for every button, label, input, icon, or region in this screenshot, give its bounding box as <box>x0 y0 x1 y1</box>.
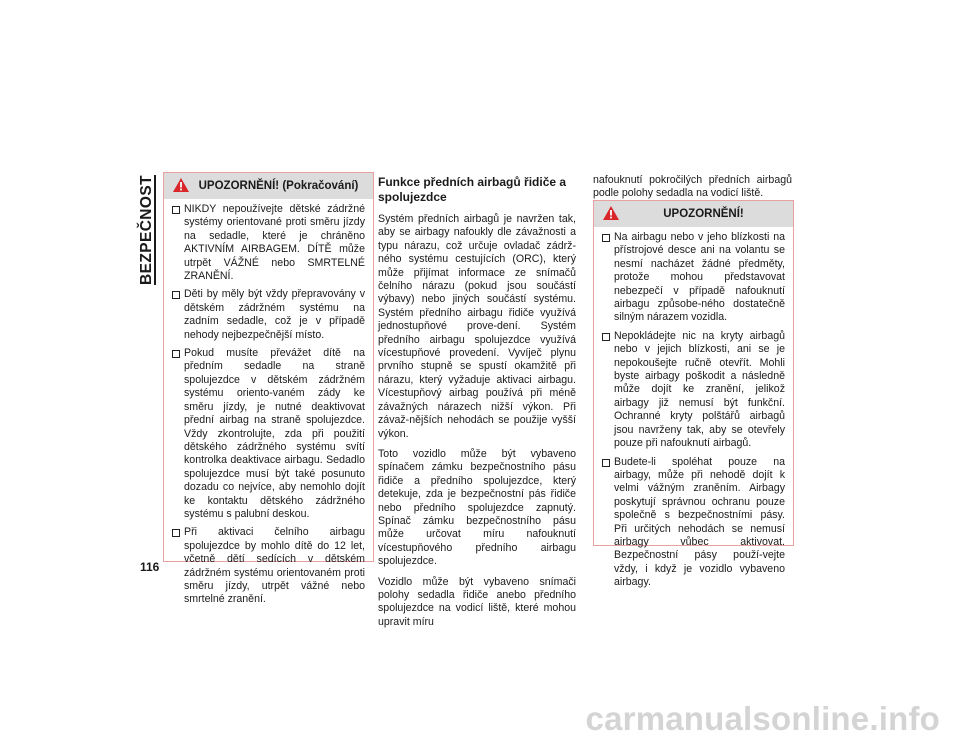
section-tab <box>136 168 158 292</box>
warning-item: NIKDY nepoužívejte dětské zádržné systémy orientované proti směru jízdy na sedadle, které je chráněno AKTIVNÍM AIRBAGEM. DÍTĚ může utrpět VÁŽNÉ nebo SMRTELNÉ ZRANĚNÍ. <box>172 203 365 283</box>
square-bullet-icon <box>602 333 610 341</box>
square-bullet-icon <box>602 234 610 242</box>
warning-item: Budete-li spoléhat pouze na airbagy, může při nehodě dojít k velmi vážným zraněním. Airbagy poskytují správnou ochranu pouze společně s bezpečnostními pásy. Při určitých nehodách se nemusí airbagy vůbec aktivovat. Bezpečnostní pásy použí-vejte vždy, i když je vozidlo vybaveno airbagy. <box>602 456 785 590</box>
warning-triangle-icon <box>602 205 620 221</box>
body-paragraph: nafouknutí pokročilých předních airbagů podle polohy sedadla na vodicí liště. <box>593 174 792 200</box>
warning-title: UPOZORNĚNÍ! <box>663 208 744 220</box>
watermark: carmanualsonline.info <box>585 700 940 737</box>
warning-item: Pokud musíte převážet dítě na předním sedadle na straně spolujezdce v dětském zádržném systému oriento-vaném zády ke směru jízdy, je nutné deaktivovat přední airbag na straně spolujezdce. Vždy zkontrolujte, zda při použití dětského zádržného systému svítí kontrolka deaktivace airbagu. Sedadlo spolujezdce musí být také posunuto dozadu co nejvíce, aby nemohlo dojít ke kontaktu dětského zádržného systému s palubní deskou. <box>172 347 365 521</box>
warning-list <box>164 199 373 618</box>
warning-item: Na airbagu nebo v jeho blízkosti na přístrojové desce ani na volantu se nesmí nacházet žádné předměty, protože mohou představovat nebezpečí v případě nafouknutí airbagu způsobe-ného dostatečně silným nárazem vozidla. <box>602 231 785 325</box>
warning-header <box>164 173 373 199</box>
right-column-intro <box>593 174 792 201</box>
warning-list <box>594 227 793 601</box>
square-bullet-icon <box>172 350 180 358</box>
section-tab-label: BEZPEČNOST <box>138 175 155 285</box>
warning-title: UPOZORNĚNÍ! (Pokračování) <box>198 180 359 192</box>
body-paragraph: Systém předních airbagů je navržen tak, aby se airbagy nafoukly dle závažnosti a typu nárazu, což určuje ovladač zádrž-ného systému cestujících (ORC), který může přijímat informace ze snímačů čelního nárazu (pokud jsou součástí výbavy) nebo jiných součástí systému. Systém předního airbagu řidiče využívá jednostupňové prove-dení. Systém předního airbagu spolujezdce využívá vícestupňové provedení. Vyvíječ plynu prvního stupně se spustí okamžitě při nárazu, který vyžaduje aktivaci airbagu. Vícestupňový airbag používá při méně závažných nárazech nižší výkon. Při závaž-nějších nehodách se použije vyšší výkon. <box>378 213 576 440</box>
square-bullet-icon <box>172 206 180 214</box>
body-paragraph: Vozidlo může být vybaveno snímači polohy sedadla řidiče anebo předního spolujezdce na vodicí liště, které mohou upravit míru <box>378 575 576 628</box>
square-bullet-icon <box>172 529 180 537</box>
section-heading: Funkce předních airbagů řidiče a spolujezdce <box>378 175 567 204</box>
warning-item: Děti by měly být vždy přepravovány v dětském zádržném systému na zadním sedadle, což je v případě nehody nejbezpečnější místo. <box>172 288 365 342</box>
warning-header <box>594 201 793 227</box>
page-number: 116 <box>140 560 160 574</box>
middle-column <box>378 175 576 636</box>
warning-box-continued <box>163 172 374 606</box>
warning-item: Nepokládejte nic na kryty airbagů nebo v jejich blízkosti, ani se je nepokoušejte ručně otevřít. Mohli byste airbagy poškodit a následně může dojít ke zranění, jelikož airbagy již nemusí být funkční. Ochranné kryty polštářů airbagů jsou navrženy tak, aby se otevřely pouze při nafouknutí airbagů. <box>602 330 785 451</box>
warning-item: Při aktivaci čelního airbagu spolujezdce by mohlo dítě do 12 let, včetně dětí sedících v dětském zádržném systému orientovaném proti směru jízdy, utrpět vážné nebo smrtelné zranění. <box>172 526 365 606</box>
square-bullet-icon <box>602 459 610 467</box>
square-bullet-icon <box>172 291 180 299</box>
warning-triangle-icon <box>172 177 190 193</box>
body-paragraph: Toto vozidlo může být vybaveno spínačem zámku bezpečnostního pásu řidiče a předního spolujezdce, který detekuje, zda je bezpečnostní pás řidiče nebo předního spolujezdce zapnutý. Spínač zámku bezpečnostního pásu může určovat míru nafouknutí vícestupňového předního airbagu spolujezdce. <box>378 447 576 568</box>
warning-box <box>593 200 794 589</box>
